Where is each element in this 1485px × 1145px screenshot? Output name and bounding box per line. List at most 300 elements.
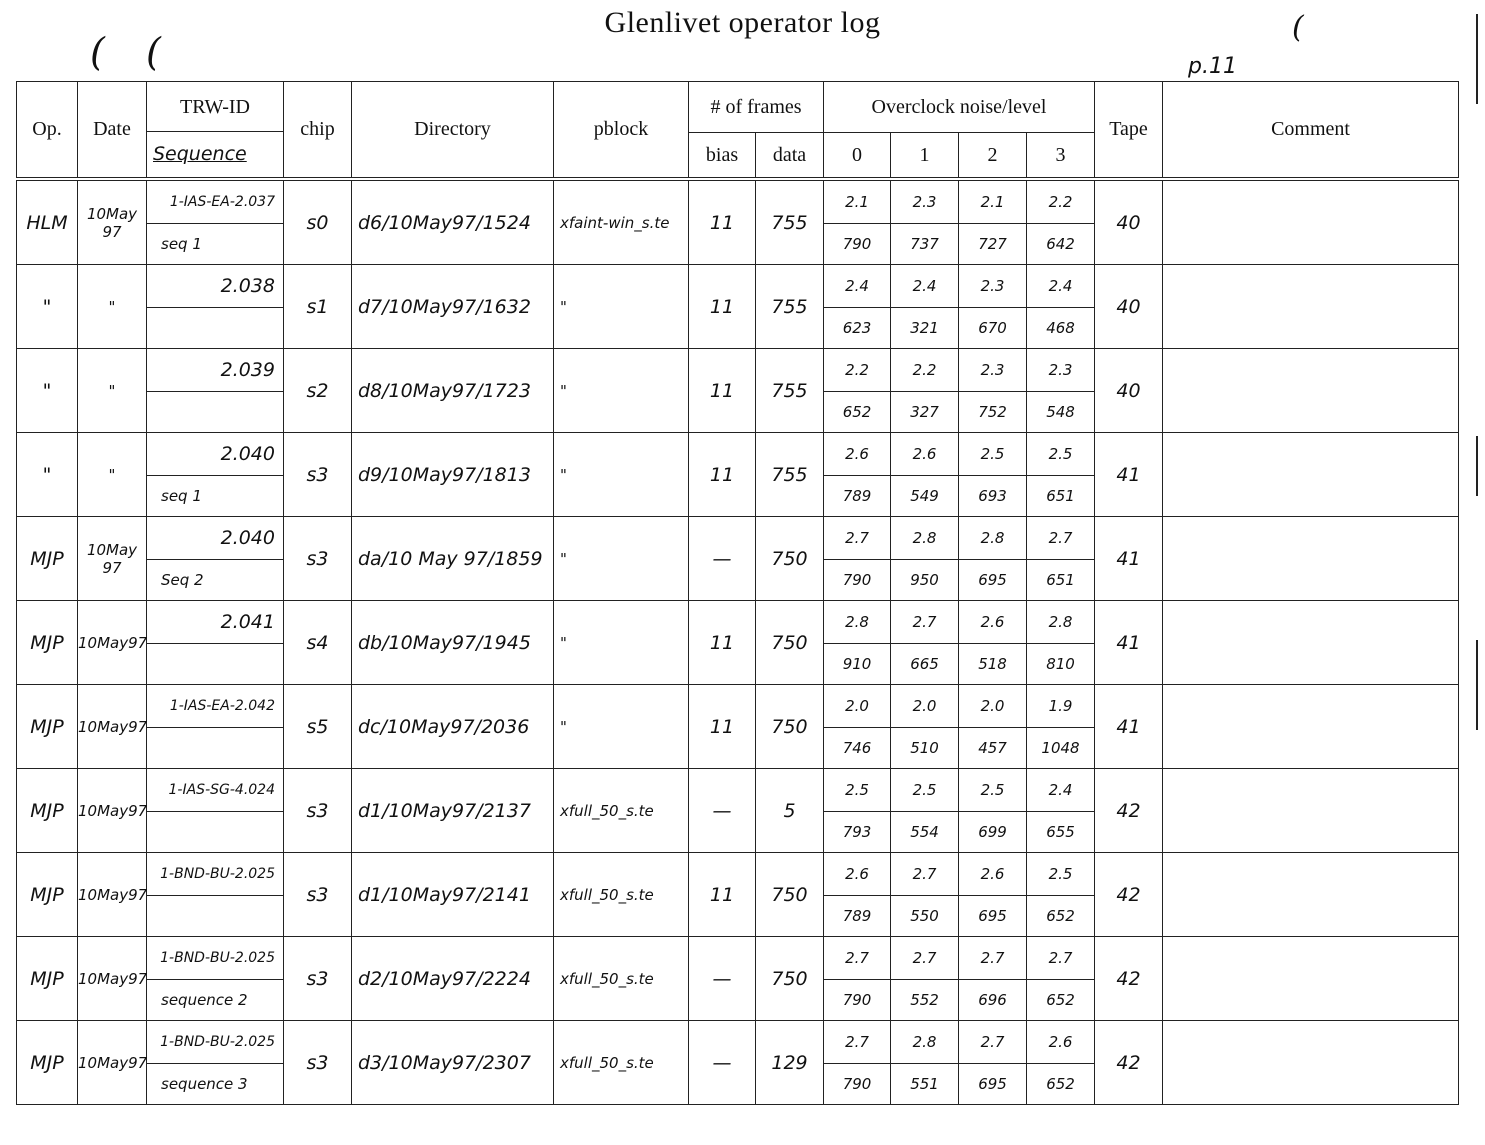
noise-value: 2.7 — [824, 937, 890, 980]
date-cell: 10May 97 — [78, 517, 147, 601]
noise-value: 2.6 — [1027, 1021, 1094, 1064]
noise-value: 2.7 — [1027, 517, 1094, 560]
sequence-value — [147, 644, 283, 684]
op-cell: MJP — [17, 685, 78, 769]
sequence-value: seq 1 — [161, 235, 202, 253]
noise-value: 2.7 — [824, 1021, 890, 1064]
sequence-label: Sequence — [153, 143, 247, 165]
data-cell: 750 — [756, 937, 824, 1021]
level-value: 510 — [910, 739, 939, 757]
chip-cell: s2 — [284, 349, 352, 433]
sequence-value: sequence 3 — [161, 1075, 248, 1093]
level-value: 549 — [910, 487, 939, 505]
pblock-cell: " — [554, 685, 689, 769]
trw-id-cell — [147, 769, 284, 853]
operator-log-table — [16, 81, 1459, 1105]
trw-id-cell — [147, 853, 284, 937]
trw-id-value: 1-BND-BU-2.025 — [147, 937, 283, 980]
data-cell: 750 — [756, 853, 824, 937]
overclock-cell-2 — [959, 601, 1027, 685]
overclock-cell-2 — [959, 1021, 1027, 1105]
date-cell: 10May97 — [78, 769, 147, 853]
comment-cell — [1163, 265, 1459, 349]
op-cell: MJP — [17, 1021, 78, 1105]
tape-cell: 40 — [1095, 179, 1163, 265]
noise-value: 2.7 — [959, 1021, 1026, 1064]
comment-cell — [1163, 601, 1459, 685]
overclock-cell-0 — [824, 1021, 891, 1105]
level-value: 793 — [842, 823, 872, 841]
level-value: 1048 — [1041, 739, 1080, 757]
noise-value: 2.4 — [824, 265, 890, 308]
trw-id-cell — [147, 433, 284, 517]
noise-value: 2.8 — [891, 517, 958, 560]
date-cell: " — [78, 349, 147, 433]
date-cell: 10May97 — [78, 1021, 147, 1105]
overclock-cell-1 — [891, 685, 959, 769]
level-value: 623 — [842, 319, 872, 337]
chip-cell: s0 — [284, 179, 352, 265]
comment-cell — [1163, 685, 1459, 769]
level-value: 790 — [842, 571, 872, 589]
level-value: 695 — [978, 1075, 1007, 1093]
bias-cell: — — [689, 1021, 756, 1105]
data-cell: 755 — [756, 265, 824, 349]
table-row — [17, 265, 1459, 349]
stray-mark: ( — [1292, 10, 1304, 45]
bias-cell: 11 — [689, 685, 756, 769]
op-cell: " — [17, 265, 78, 349]
noise-value: 2.5 — [1027, 433, 1094, 476]
table-row — [17, 937, 1459, 1021]
data-cell: 750 — [756, 601, 824, 685]
directory-cell: d9/10May97/1813 — [352, 433, 554, 517]
level-value: 790 — [842, 235, 872, 253]
col-op: Op. — [17, 82, 78, 180]
op-cell: " — [17, 433, 78, 517]
level-value: 695 — [978, 907, 1007, 925]
overclock-cell-3 — [1027, 601, 1095, 685]
directory-cell: d1/10May97/2137 — [352, 769, 554, 853]
tape-cell: 42 — [1095, 937, 1163, 1021]
trw-id-value: 1-IAS-EA-2.042 — [147, 685, 283, 728]
noise-value: 2.4 — [1027, 769, 1094, 812]
directory-cell: d6/10May97/1524 — [352, 179, 554, 265]
comment-cell — [1163, 937, 1459, 1021]
level-value: 696 — [978, 991, 1007, 1009]
tape-cell: 41 — [1095, 685, 1163, 769]
noise-value: 2.2 — [1027, 181, 1094, 224]
level-value: 642 — [1046, 235, 1075, 253]
trw-id-value: 2.039 — [147, 349, 283, 392]
noise-value: 2.7 — [891, 853, 958, 896]
level-value: 652 — [1046, 1075, 1075, 1093]
table-row — [17, 769, 1459, 853]
date-cell: 10May97 — [78, 685, 147, 769]
level-value: 548 — [1046, 403, 1075, 421]
level-value: 550 — [910, 907, 939, 925]
overclock-cell-3 — [1027, 1021, 1095, 1105]
col-directory: Directory — [352, 82, 554, 180]
chip-cell: s3 — [284, 937, 352, 1021]
pblock-cell: " — [554, 433, 689, 517]
comment-cell — [1163, 1021, 1459, 1105]
level-value: 665 — [910, 655, 939, 673]
comment-cell — [1163, 517, 1459, 601]
pblock-cell: " — [554, 265, 689, 349]
col-oc-1: 1 — [891, 133, 959, 180]
sequence-value — [147, 308, 283, 348]
overclock-cell-3 — [1027, 853, 1095, 937]
directory-cell: d3/10May97/2307 — [352, 1021, 554, 1105]
overclock-cell-1 — [891, 601, 959, 685]
sequence-value — [147, 728, 283, 768]
trw-id-label: TRW-ID — [147, 83, 283, 132]
level-value: 910 — [842, 655, 872, 673]
comment-cell — [1163, 349, 1459, 433]
noise-value: 2.4 — [891, 265, 958, 308]
level-value: 457 — [978, 739, 1007, 757]
noise-value: 2.6 — [959, 853, 1026, 896]
noise-value: 2.3 — [959, 265, 1026, 308]
data-cell: 750 — [756, 517, 824, 601]
comment-cell — [1163, 769, 1459, 853]
trw-id-cell — [147, 685, 284, 769]
noise-value: 2.3 — [891, 181, 958, 224]
col-trw-id — [147, 82, 284, 180]
sequence-value: Seq 2 — [161, 571, 204, 589]
stray-mark: ( — [90, 30, 105, 74]
overclock-cell-2 — [959, 433, 1027, 517]
noise-value: 2.5 — [959, 433, 1026, 476]
directory-cell: da/10 May 97/1859 — [352, 517, 554, 601]
bias-cell: 11 — [689, 433, 756, 517]
bias-cell: 11 — [689, 349, 756, 433]
table-row — [17, 433, 1459, 517]
overclock-cell-3 — [1027, 937, 1095, 1021]
trw-id-cell — [147, 601, 284, 685]
level-value: 651 — [1046, 571, 1075, 589]
overclock-cell-0 — [824, 685, 891, 769]
noise-value: 2.3 — [1027, 349, 1094, 392]
overclock-cell-2 — [959, 853, 1027, 937]
op-cell: MJP — [17, 769, 78, 853]
tape-cell: 41 — [1095, 433, 1163, 517]
trw-id-value: 2.038 — [147, 265, 283, 308]
level-value: 518 — [978, 655, 1007, 673]
chip-cell: s3 — [284, 1021, 352, 1105]
op-cell: MJP — [17, 517, 78, 601]
chip-cell: s3 — [284, 769, 352, 853]
overclock-cell-2 — [959, 265, 1027, 349]
bias-cell: — — [689, 937, 756, 1021]
chip-cell: s5 — [284, 685, 352, 769]
noise-value: 2.7 — [891, 601, 958, 644]
noise-value: 2.0 — [891, 685, 958, 728]
comment-cell — [1163, 853, 1459, 937]
pblock-cell: xfull_50_s.te — [554, 769, 689, 853]
table-row — [17, 1021, 1459, 1105]
stray-mark: ( — [146, 30, 161, 74]
op-cell: HLM — [17, 179, 78, 265]
noise-value: 2.6 — [824, 433, 890, 476]
level-value: 790 — [842, 991, 872, 1009]
trw-id-value: 1-IAS-EA-2.037 — [147, 181, 283, 224]
overclock-cell-0 — [824, 433, 891, 517]
pblock-cell: " — [554, 349, 689, 433]
pblock-cell: xfull_50_s.te — [554, 1021, 689, 1105]
tape-cell: 40 — [1095, 265, 1163, 349]
data-cell: 755 — [756, 433, 824, 517]
level-value: 551 — [910, 1075, 939, 1093]
bias-cell: — — [689, 517, 756, 601]
col-oc-3: 3 — [1027, 133, 1095, 180]
data-cell: 755 — [756, 179, 824, 265]
level-value: 695 — [978, 571, 1007, 589]
directory-cell: d2/10May97/2224 — [352, 937, 554, 1021]
level-value: 699 — [978, 823, 1007, 841]
overclock-cell-1 — [891, 853, 959, 937]
col-tape: Tape — [1095, 82, 1163, 180]
sequence-value — [147, 812, 283, 852]
level-value: 790 — [842, 1075, 872, 1093]
overclock-cell-2 — [959, 937, 1027, 1021]
data-cell: 755 — [756, 349, 824, 433]
noise-value: 2.8 — [824, 601, 890, 644]
date-cell: 10May97 — [78, 601, 147, 685]
overclock-cell-0 — [824, 601, 891, 685]
comment-cell — [1163, 179, 1459, 265]
trw-id-value: 1-BND-BU-2.025 — [147, 853, 283, 896]
directory-cell: d1/10May97/2141 — [352, 853, 554, 937]
col-comment: Comment — [1163, 82, 1459, 180]
trw-id-value: 2.040 — [147, 517, 283, 560]
level-value: 321 — [910, 319, 939, 337]
overclock-cell-0 — [824, 179, 891, 265]
pblock-cell: " — [554, 517, 689, 601]
overclock-cell-3 — [1027, 769, 1095, 853]
level-value: 554 — [910, 823, 939, 841]
col-overclock: Overclock noise/level — [824, 82, 1095, 133]
overclock-cell-3 — [1027, 685, 1095, 769]
overclock-cell-0 — [824, 769, 891, 853]
table-row — [17, 517, 1459, 601]
sequence-value — [147, 392, 283, 432]
overclock-cell-1 — [891, 517, 959, 601]
noise-value: 2.8 — [1027, 601, 1094, 644]
noise-value: 2.1 — [824, 181, 890, 224]
overclock-cell-2 — [959, 685, 1027, 769]
col-date: Date — [78, 82, 147, 180]
noise-value: 2.7 — [1027, 937, 1094, 980]
noise-value: 1.9 — [1027, 685, 1094, 728]
overclock-cell-3 — [1027, 265, 1095, 349]
noise-value: 2.6 — [824, 853, 890, 896]
table-row — [17, 179, 1459, 265]
noise-value: 2.6 — [891, 433, 958, 476]
noise-value: 2.5 — [959, 769, 1026, 812]
noise-value: 2.7 — [959, 937, 1026, 980]
overclock-cell-3 — [1027, 517, 1095, 601]
level-value: 652 — [1046, 907, 1075, 925]
tape-cell: 42 — [1095, 769, 1163, 853]
col-oc-0: 0 — [824, 133, 891, 180]
overclock-cell-3 — [1027, 433, 1095, 517]
overclock-cell-0 — [824, 517, 891, 601]
bias-cell: 11 — [689, 265, 756, 349]
noise-value: 2.2 — [891, 349, 958, 392]
overclock-cell-3 — [1027, 349, 1095, 433]
table-row — [17, 685, 1459, 769]
date-cell: 10May 97 — [78, 179, 147, 265]
chip-cell: s1 — [284, 265, 352, 349]
overclock-cell-1 — [891, 265, 959, 349]
level-value: 652 — [1046, 991, 1075, 1009]
overclock-cell-1 — [891, 179, 959, 265]
log-body — [17, 179, 1459, 1105]
data-cell: 750 — [756, 685, 824, 769]
col-data: data — [756, 133, 824, 180]
directory-cell: d8/10May97/1723 — [352, 349, 554, 433]
overclock-cell-2 — [959, 349, 1027, 433]
noise-value: 2.8 — [891, 1021, 958, 1064]
table-row — [17, 349, 1459, 433]
tape-cell: 42 — [1095, 853, 1163, 937]
noise-value: 2.1 — [959, 181, 1026, 224]
level-value: 670 — [978, 319, 1007, 337]
overclock-cell-3 — [1027, 179, 1095, 265]
trw-id-cell — [147, 517, 284, 601]
bias-cell: 11 — [689, 853, 756, 937]
op-cell: MJP — [17, 853, 78, 937]
level-value: 468 — [1046, 319, 1075, 337]
trw-id-cell — [147, 179, 284, 265]
noise-value: 2.5 — [824, 769, 890, 812]
overclock-cell-1 — [891, 937, 959, 1021]
overclock-cell-2 — [959, 179, 1027, 265]
op-cell: " — [17, 349, 78, 433]
sequence-value: seq 1 — [161, 487, 202, 505]
page-title: Glenlivet operator log — [604, 6, 881, 39]
overclock-cell-1 — [891, 769, 959, 853]
overclock-cell-0 — [824, 349, 891, 433]
level-value: 652 — [842, 403, 872, 421]
overclock-cell-0 — [824, 853, 891, 937]
overclock-cell-1 — [891, 1021, 959, 1105]
overclock-cell-1 — [891, 349, 959, 433]
date-cell: " — [78, 433, 147, 517]
noise-value: 2.0 — [824, 685, 890, 728]
pblock-cell: xfull_50_s.te — [554, 853, 689, 937]
bias-cell: 11 — [689, 179, 756, 265]
tape-cell: 40 — [1095, 349, 1163, 433]
level-value: 737 — [910, 235, 939, 253]
op-cell: MJP — [17, 937, 78, 1021]
level-value: 789 — [842, 487, 872, 505]
date-cell: " — [78, 265, 147, 349]
level-value: 746 — [842, 739, 872, 757]
col-chip: chip — [284, 82, 352, 180]
tape-cell: 41 — [1095, 517, 1163, 601]
trw-id-cell — [147, 937, 284, 1021]
data-cell: 129 — [756, 1021, 824, 1105]
data-cell: 5 — [756, 769, 824, 853]
directory-cell: db/10May97/1945 — [352, 601, 554, 685]
chip-cell: s3 — [284, 433, 352, 517]
overclock-cell-2 — [959, 769, 1027, 853]
level-value: 810 — [1046, 655, 1075, 673]
date-cell: 10May97 — [78, 937, 147, 1021]
op-cell: MJP — [17, 601, 78, 685]
col-oc-2: 2 — [959, 133, 1027, 180]
overclock-cell-2 — [959, 517, 1027, 601]
trw-id-value: 2.041 — [147, 601, 283, 644]
comment-cell — [1163, 433, 1459, 517]
level-value: 655 — [1046, 823, 1075, 841]
noise-value: 2.8 — [959, 517, 1026, 560]
level-value: 693 — [978, 487, 1007, 505]
noise-value: 2.5 — [891, 769, 958, 812]
col-pblock: pblock — [554, 82, 689, 180]
noise-value: 2.6 — [959, 601, 1026, 644]
col-bias: bias — [689, 133, 756, 180]
pblock-cell: " — [554, 601, 689, 685]
chip-cell: s3 — [284, 853, 352, 937]
pblock-cell: xfaint-win_s.te — [554, 179, 689, 265]
chip-cell: s4 — [284, 601, 352, 685]
noise-value: 2.5 — [1027, 853, 1094, 896]
noise-value: 2.7 — [891, 937, 958, 980]
overclock-cell-0 — [824, 937, 891, 1021]
margin-line — [1476, 14, 1478, 104]
bias-cell: — — [689, 769, 756, 853]
pblock-cell: xfull_50_s.te — [554, 937, 689, 1021]
chip-cell: s3 — [284, 517, 352, 601]
directory-cell: dc/10May97/2036 — [352, 685, 554, 769]
table-row — [17, 853, 1459, 937]
level-value: 651 — [1046, 487, 1075, 505]
level-value: 327 — [910, 403, 939, 421]
trw-id-value: 2.040 — [147, 433, 283, 476]
margin-line — [1476, 436, 1478, 496]
bias-cell: 11 — [689, 601, 756, 685]
directory-cell: d7/10May97/1632 — [352, 265, 554, 349]
trw-id-value: 1-BND-BU-2.025 — [147, 1021, 283, 1064]
noise-value: 2.7 — [824, 517, 890, 560]
noise-value: 2.0 — [959, 685, 1026, 728]
tape-cell: 41 — [1095, 601, 1163, 685]
noise-value: 2.2 — [824, 349, 890, 392]
level-value: 727 — [978, 235, 1007, 253]
noise-value: 2.4 — [1027, 265, 1094, 308]
trw-id-cell — [147, 265, 284, 349]
trw-id-cell — [147, 1021, 284, 1105]
page-number: p.11 — [1188, 54, 1237, 79]
level-value: 789 — [842, 907, 872, 925]
trw-id-cell — [147, 349, 284, 433]
sequence-value: sequence 2 — [161, 991, 248, 1009]
sequence-value — [147, 896, 283, 936]
level-value: 552 — [910, 991, 939, 1009]
overclock-cell-0 — [824, 265, 891, 349]
noise-value: 2.3 — [959, 349, 1026, 392]
table-row — [17, 601, 1459, 685]
col-frames: # of frames — [689, 82, 824, 133]
margin-line — [1476, 640, 1478, 730]
trw-id-value: 1-IAS-SG-4.024 — [147, 769, 283, 812]
level-value: 950 — [910, 571, 939, 589]
overclock-cell-1 — [891, 433, 959, 517]
